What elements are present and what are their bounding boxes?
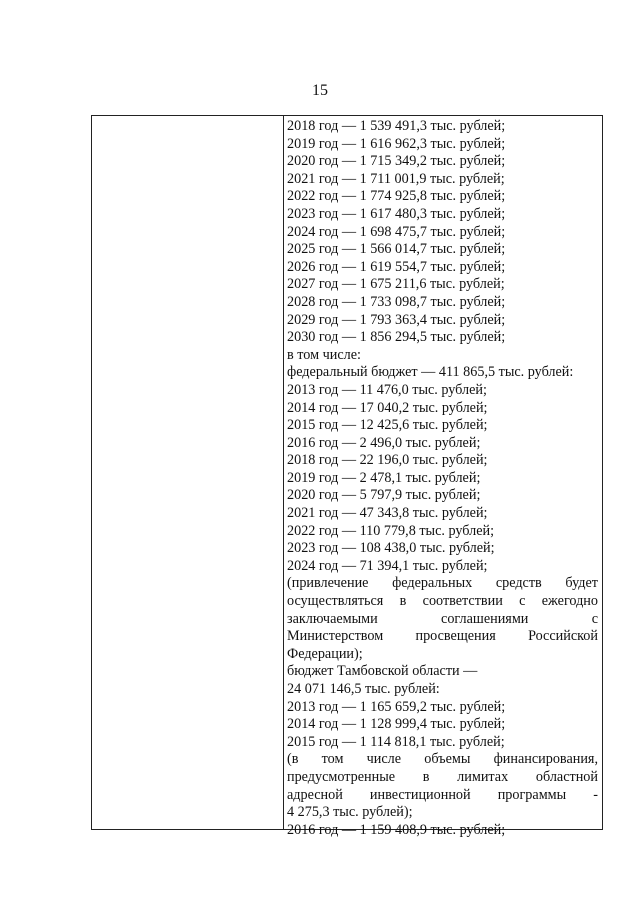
regional-budget-total: 24 071 146,5 тыс. рублей: [287, 681, 440, 697]
federal-year-line: 2016 год — 2 496,0 тыс. рублей; [287, 434, 481, 451]
page-number: 15 [312, 82, 328, 99]
federal-budget-total: федеральный бюджет — 411 865,5 тыс. рублей: [287, 364, 574, 381]
total-year-line: 2030 год — 1 856 294,5 тыс. рублей; [287, 329, 506, 346]
table-right-column [287, 118, 598, 839]
total-year-line: 2028 год — 1 733 098,7 тыс. рублей; [287, 293, 506, 310]
total-year-line: 2020 год — 1 715 349,2 тыс. рублей; [287, 153, 506, 170]
in-that-number-label: в том числе: [287, 346, 361, 363]
federal-note-line: Федерации); [287, 645, 363, 662]
total-year-line: 2027 год — 1 675 211,6 тыс. рублей; [287, 276, 505, 293]
regional-budget-title: бюджет Тамбовской области — [287, 663, 478, 680]
total-year-line: 2019 год — 1 616 962,3 тыс. рублей; [287, 135, 506, 152]
federal-year-line: 2018 год — 22 196,0 тыс. рублей; [287, 452, 488, 469]
regional-year-line: 2015 год — 1 114 818,1 тыс. рублей; [287, 733, 505, 750]
federal-year-line: 2015 год — 12 425,6 тыс. рублей; [287, 417, 488, 434]
total-year-line: 2025 год — 1 566 014,7 тыс. рублей; [287, 241, 506, 258]
federal-note-line: осуществляться в соответствии с ежегодно [287, 593, 598, 610]
regional-year-line: 2016 год — 1 159 408,9 тыс. рублей; [287, 821, 506, 838]
federal-year-line: 2020 год — 5 797,9 тыс. рублей; [287, 487, 481, 504]
federal-year-line: 2019 год — 2 478,1 тыс. рублей; [287, 469, 481, 486]
federal-note-line: Министерством просвещения Российской [287, 628, 598, 645]
program-table [91, 115, 603, 838]
federal-year-line: 2022 год — 110 779,8 тыс. рублей; [287, 522, 495, 539]
regional-year-line: 2014 год — 1 128 999,4 тыс. рублей; [287, 716, 506, 733]
total-year-line: 2023 год — 1 617 480,3 тыс. рублей; [287, 205, 506, 222]
total-year-line: 2026 год — 1 619 554,7 тыс. рублей; [287, 258, 506, 275]
regional-year-line: 2013 год — 1 165 659,2 тыс. рублей; [287, 698, 506, 715]
regional-note-line: (в том числе объемы финансирования, [287, 751, 598, 768]
total-year-line: 2021 год — 1 711 001,9 тыс. рублей; [287, 170, 505, 187]
regional-note-line: 4 275,3 тыс. рублей); [287, 804, 413, 821]
federal-year-line: 2024 год — 71 394,1 тыс. рублей; [287, 557, 488, 574]
federal-year-line: 2013 год — 11 476,0 тыс. рублей; [287, 381, 487, 398]
federal-year-line: 2014 год — 17 040,2 тыс. рублей; [287, 399, 488, 416]
regional-note-line: предусмотренные в лимитах областной [287, 768, 598, 785]
federal-year-line: 2023 год — 108 438,0 тыс. рублей; [287, 540, 495, 557]
federal-note-line: заключаемыми соглашениями с [287, 610, 598, 627]
regional-note-line: адресной инвестиционной программы - [287, 786, 598, 803]
total-year-line: 2024 год — 1 698 475,7 тыс. рублей; [287, 223, 506, 240]
total-year-line: 2022 год — 1 774 925,8 тыс. рублей; [287, 188, 506, 205]
table-left-column [92, 116, 284, 829]
total-year-line: 2029 год — 1 793 363,4 тыс. рублей; [287, 311, 506, 328]
total-year-line: 2018 год — 1 539 491,3 тыс. рублей; [287, 118, 506, 134]
federal-note-line: (привлечение федеральных средств будет [287, 575, 598, 592]
federal-year-line: 2021 год — 47 343,8 тыс. рублей; [287, 505, 488, 522]
